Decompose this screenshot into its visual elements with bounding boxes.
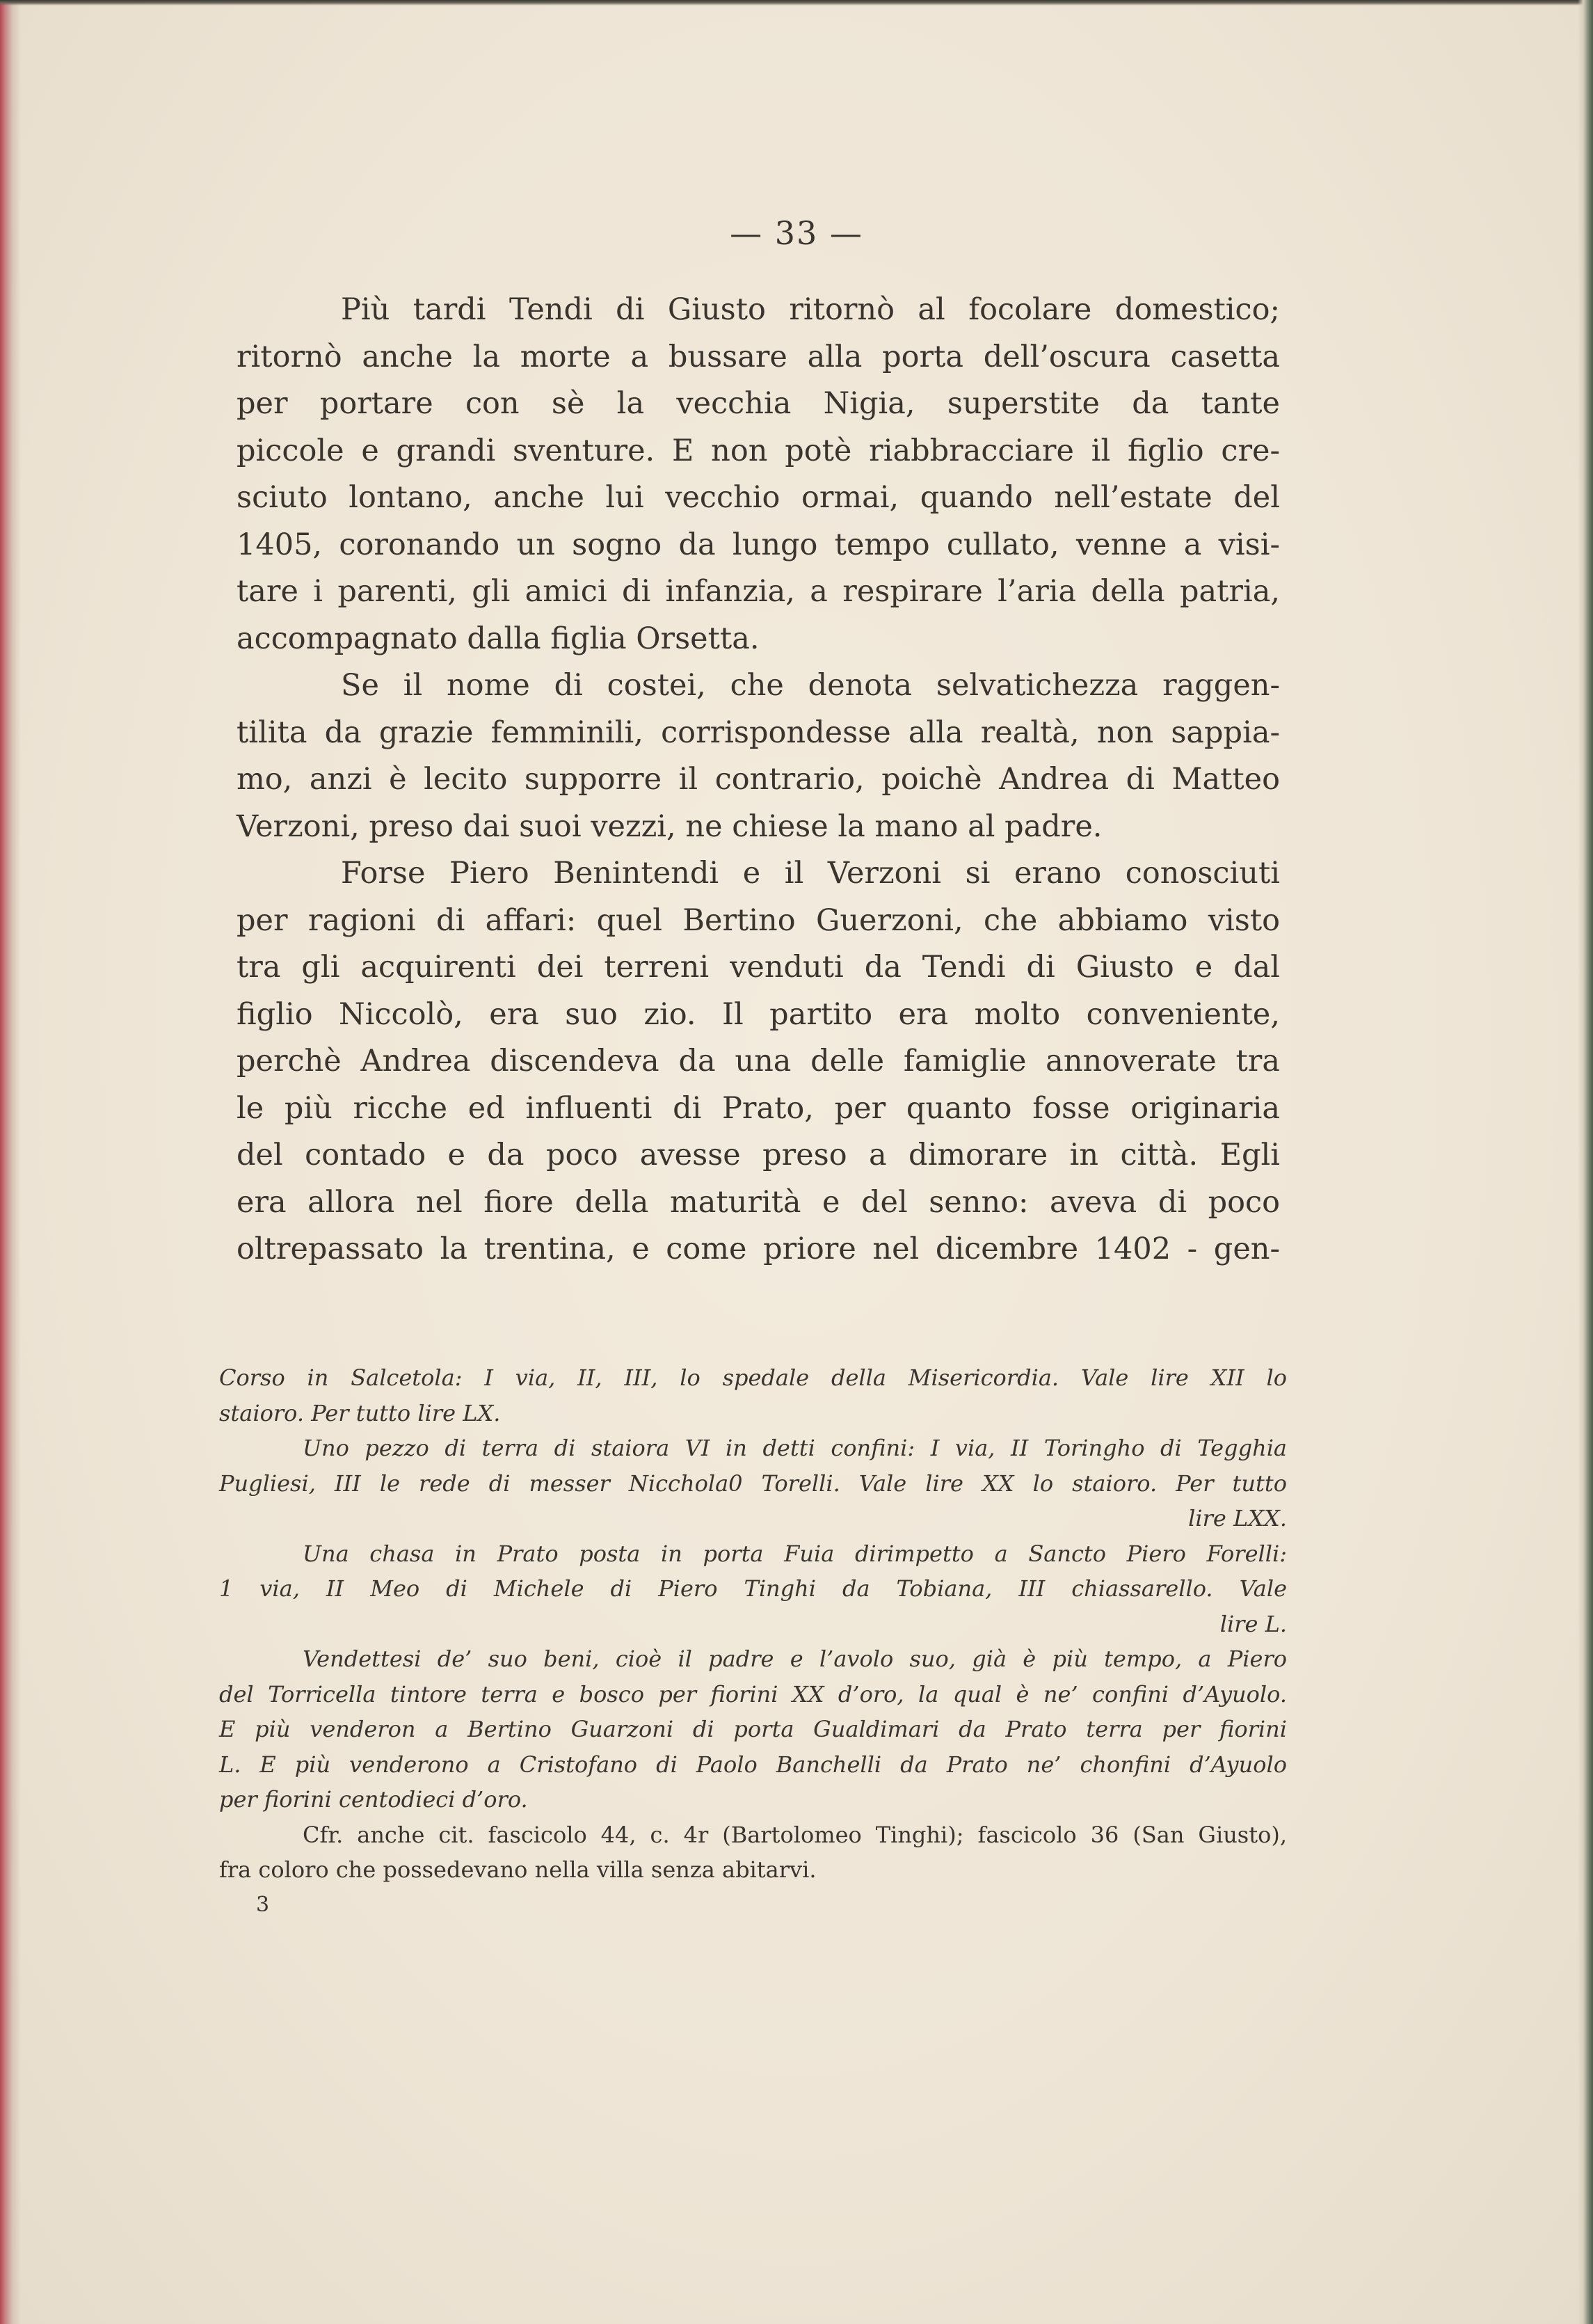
body-line: Più tardi Tendi di Giusto ritornò al focolare domestico; <box>341 292 1280 327</box>
body-line: Verzoni, preso dai suoi vezzi, ne chiese la mano al padre. <box>237 809 1103 844</box>
body-line: le più ricche ed influenti di Prato, per quanto fosse originaria <box>237 1090 1280 1126</box>
page-right-edge <box>1578 0 1593 2324</box>
footnote-line: lire L. <box>1219 1610 1287 1637</box>
footnotes <box>219 1360 1287 1888</box>
page-top-edge <box>0 0 1593 6</box>
body-line: tare i parenti, gli amici di infanzia, a respirare l’aria della patria, <box>237 574 1280 609</box>
body-line: ritornò anche la morte a bussare alla porta dell’oscura casetta <box>237 339 1280 374</box>
footnote-line: Una chasa in Prato posta in porta Fuia dirimpetto a Sancto Piero Forelli: <box>303 1540 1287 1567</box>
body-line: accompagnato dalla figlia Orsetta. <box>237 621 760 656</box>
footnote-line: Vendettesi de’ suo beni, cioè il padre e l’avolo suo, già è più tempo, a Piero <box>303 1646 1287 1672</box>
footnote-line: E più venderon a Bertino Guarzoni di porta Gualdimari da Prato terra per fiorini <box>219 1716 1287 1742</box>
footnote-line: del Torricella tintore terra e bosco per fiorini XX d’oro, la qual è ne’ confini d’Ayuolo. <box>219 1680 1287 1708</box>
footnote-line: per fiorini centodieci d’oro. <box>219 1786 528 1813</box>
body-line: per portare con sè la vecchia Nigia, superstite da tante <box>237 386 1280 421</box>
body-line: piccole e grandi sventure. E non potè riabbracciare il figlio cre- <box>237 433 1280 468</box>
footnote-line: Pugliesi, III le rede di messer Nicchola0 Torelli. Vale lire XX lo staioro. Per tutto <box>219 1470 1287 1497</box>
footnote-line: Cfr. anche cit. fascicolo 44, c. 4r (Bartolomeo Tinghi); fascicolo 36 (San Giusto), <box>303 1821 1287 1848</box>
footnote-line: staioro. Per tutto lire LX. <box>219 1399 501 1426</box>
footnote-line: fra coloro che possedevano nella villa senza abitarvi. <box>219 1856 817 1883</box>
body-line: oltrepassato la trentina, e come priore nel dicembre 1402 - gen- <box>237 1232 1280 1266</box>
body-line: perchè Andrea discendeva da una delle famiglie annoverate tra <box>237 1044 1280 1079</box>
body-line: era allora nel fiore della maturità e del senno: aveva di poco <box>237 1184 1280 1220</box>
body-line: 1405, coronando un sogno da lungo tempo cullato, venne a visi- <box>237 527 1280 562</box>
body-line: Se il nome di costei, che denota selvatichezza raggen- <box>341 668 1280 703</box>
body-line: del contado e da poco avesse preso a dimorare in città. Egli <box>237 1138 1280 1172</box>
body-line: per ragioni di affari: quel Bertino Guerzoni, che abbiamo visto <box>237 902 1280 938</box>
body-line: sciuto lontano, anche lui vecchio ormai, quando nell’estate del <box>237 480 1280 515</box>
footnote-line: Uno pezzo di terra di staiora VI in detti confini: I via, II Toringho di Tegghia <box>303 1435 1287 1461</box>
main-text <box>237 287 1280 1273</box>
footnote-line: 1 via, II Meo di Michele di Piero Tinghi da Tobiana, III chiassarello. Vale <box>219 1575 1287 1602</box>
body-line: Forse Piero Benintendi e il Verzoni si erano conosciuti <box>341 856 1280 891</box>
body-line: figlio Niccolò, era suo zio. Il partito era molto conveniente, <box>237 996 1280 1032</box>
footnote-line: Corso in Salcetola: I via, II, III, lo spedale della Misericordia. Vale lire XII lo <box>219 1364 1287 1391</box>
page-left-edge <box>0 0 21 2324</box>
body-line: mo, anzi è lecito supporre il contrario, poichè Andrea di Matteo <box>237 762 1280 797</box>
body-line: tra gli acquirenti dei terreni venduti da Tendi di Giusto e dal <box>237 950 1280 985</box>
footnote-line: L. E più venderono a Cristofano di Paolo Banchelli da Prato ne’ chonfini d’Ayuolo <box>219 1751 1287 1778</box>
signature-mark: 3 <box>256 1893 270 1917</box>
body-line: tilita da grazie femminili, corrispondesse alla realtà, non sappia- <box>237 715 1280 750</box>
footnote-line: lire LXX. <box>1188 1505 1287 1531</box>
page-number: — 33 — <box>730 214 863 252</box>
